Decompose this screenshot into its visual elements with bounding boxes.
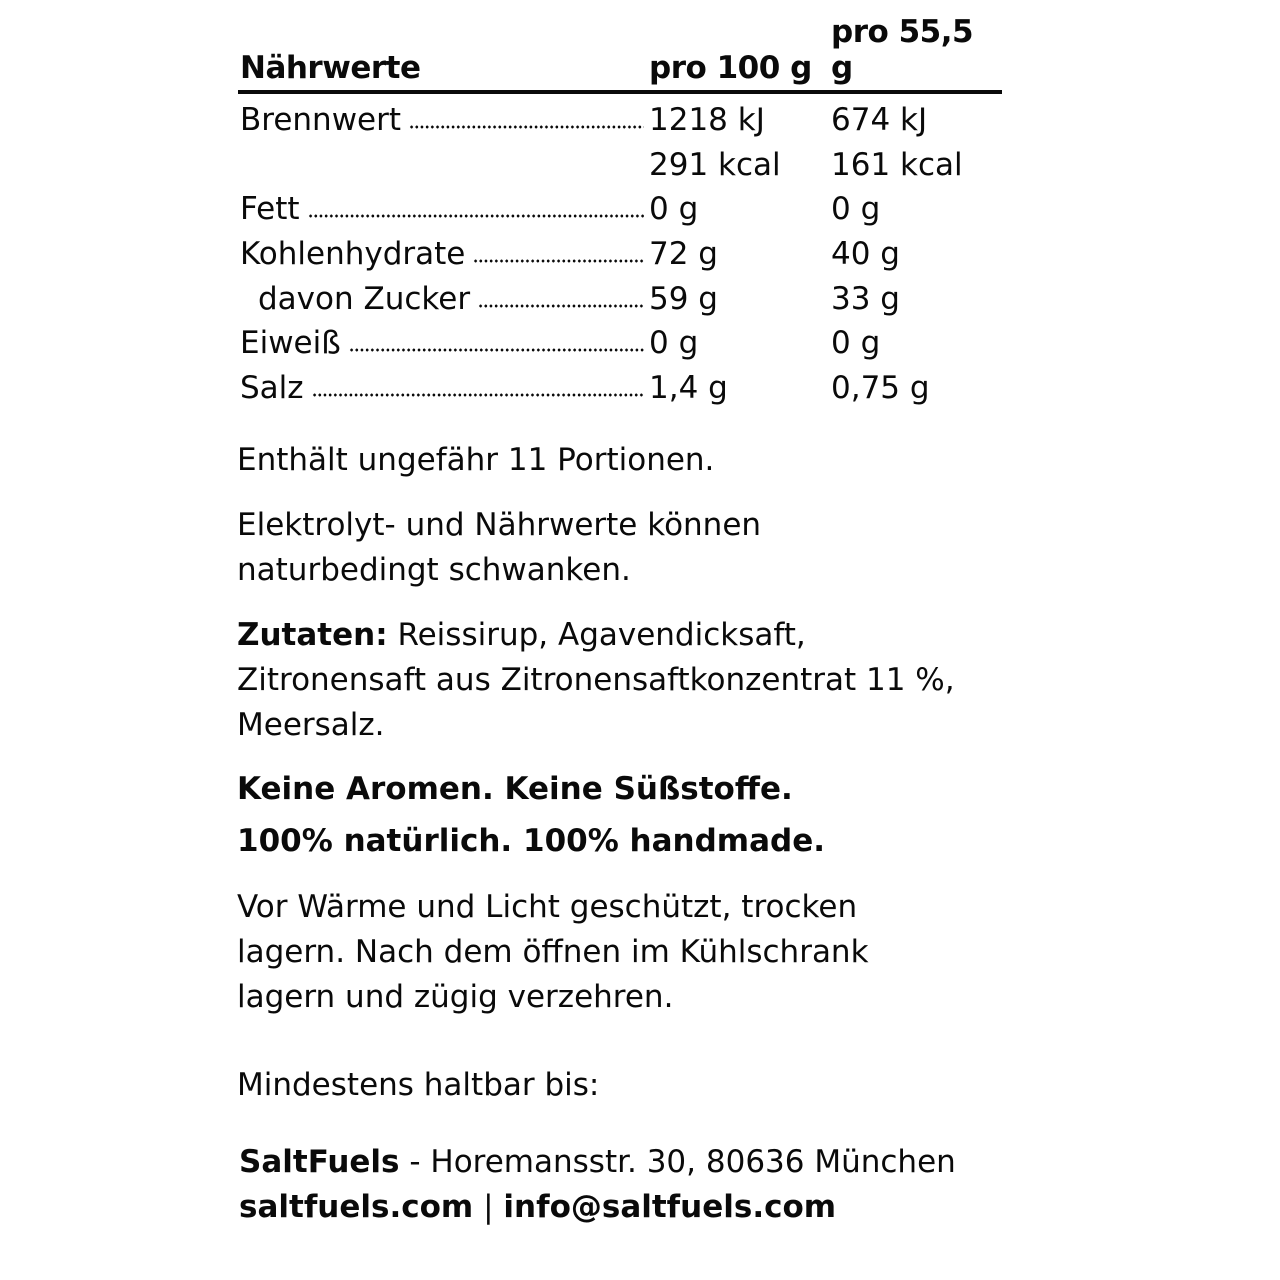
company-address	[239, 1140, 956, 1185]
company-name: SaltFuels	[239, 1144, 400, 1180]
row-energy-kj	[238, 98, 1018, 143]
storage-line: lagern. Nach dem öffnen im Kühlschrank	[237, 934, 869, 970]
nutrient-name: Brennwert	[240, 102, 402, 138]
dot-leader	[478, 304, 644, 308]
electrolyte-note	[237, 503, 761, 593]
value-per-100g: 72 g	[649, 236, 718, 273]
dot-leader	[473, 259, 644, 263]
value-per-portion: 161 kcal	[831, 146, 963, 183]
electrolyte-line: naturbedingt schwanken.	[237, 552, 631, 588]
row-salt	[238, 366, 1018, 411]
value-per-100g: 291 kcal	[649, 146, 781, 183]
row-sugar	[238, 277, 1018, 322]
nutrient-name: davon Zucker	[258, 280, 471, 317]
value-per-100g: 1,4 g	[649, 370, 728, 407]
storage-line: lagern und zügig verzehren.	[237, 979, 674, 1015]
claim-natural: 100% natürlich. 100% handmade.	[237, 823, 826, 859]
claim-no-additives: Keine Aromen. Keine Süßstoffe.	[237, 771, 793, 807]
nutrient-name: Fett	[240, 191, 300, 228]
portions-text: Enthält ungefähr 11 Portionen.	[237, 442, 715, 478]
nutrient-name: Eiweiß	[240, 325, 341, 362]
row-protein	[238, 321, 1018, 366]
header-nutrient: Nährwerte	[240, 50, 421, 86]
value-per-portion: 33 g	[831, 280, 900, 317]
storage-instructions	[237, 885, 869, 1020]
value-per-portion: 0 g	[831, 191, 881, 228]
ingredients-label: Zutaten:	[237, 617, 388, 653]
header-per-portion: pro 55,5 g	[831, 14, 974, 86]
value-per-100g: 0 g	[649, 325, 699, 362]
dot-leader	[349, 348, 644, 352]
ingredients-line: Reissirup, Agavendicksaft,	[387, 617, 806, 653]
row-energy-kcal	[238, 143, 1018, 188]
dot-leader	[308, 214, 644, 218]
value-per-portion: 40 g	[831, 236, 900, 273]
value-per-portion: 0,75 g	[831, 370, 930, 407]
dot-leader	[409, 125, 644, 129]
nutrient-name: Kohlenhydrate	[240, 236, 466, 273]
company-website: saltfuels.com	[239, 1189, 474, 1225]
value-per-portion: 674 kJ	[831, 102, 928, 138]
ingredients	[237, 613, 955, 748]
best-before-label: Mindestens haltbar bis:	[237, 1067, 600, 1103]
value-per-portion: 0 g	[831, 325, 881, 362]
ingredients-line: Zitronensaft aus Zitronensaftkonzentrat 11 %,	[237, 662, 955, 698]
value-per-100g: 1218 kJ	[649, 102, 765, 138]
row-fat	[238, 187, 1018, 232]
contact-separator: |	[473, 1189, 504, 1225]
value-per-100g: 0 g	[649, 191, 699, 228]
row-carbohydrates	[238, 232, 1018, 277]
nutrition-table	[238, 14, 1018, 411]
company-email: info@saltfuels.com	[503, 1189, 837, 1225]
ingredients-line: Meersalz.	[237, 707, 385, 743]
electrolyte-line: Elektrolyt- und Nährwerte können	[237, 507, 762, 543]
header-per-100g: pro 100 g	[649, 50, 812, 86]
nutrient-name: Salz	[240, 370, 304, 407]
value-per-100g: 59 g	[649, 280, 718, 317]
dot-leader	[312, 393, 644, 397]
company-street: - Horemansstr. 30, 80636 München	[399, 1144, 956, 1180]
storage-line: Vor Wärme und Licht geschützt, trocken	[237, 889, 858, 925]
company-contact	[239, 1185, 836, 1230]
nutrition-header	[238, 14, 1002, 94]
